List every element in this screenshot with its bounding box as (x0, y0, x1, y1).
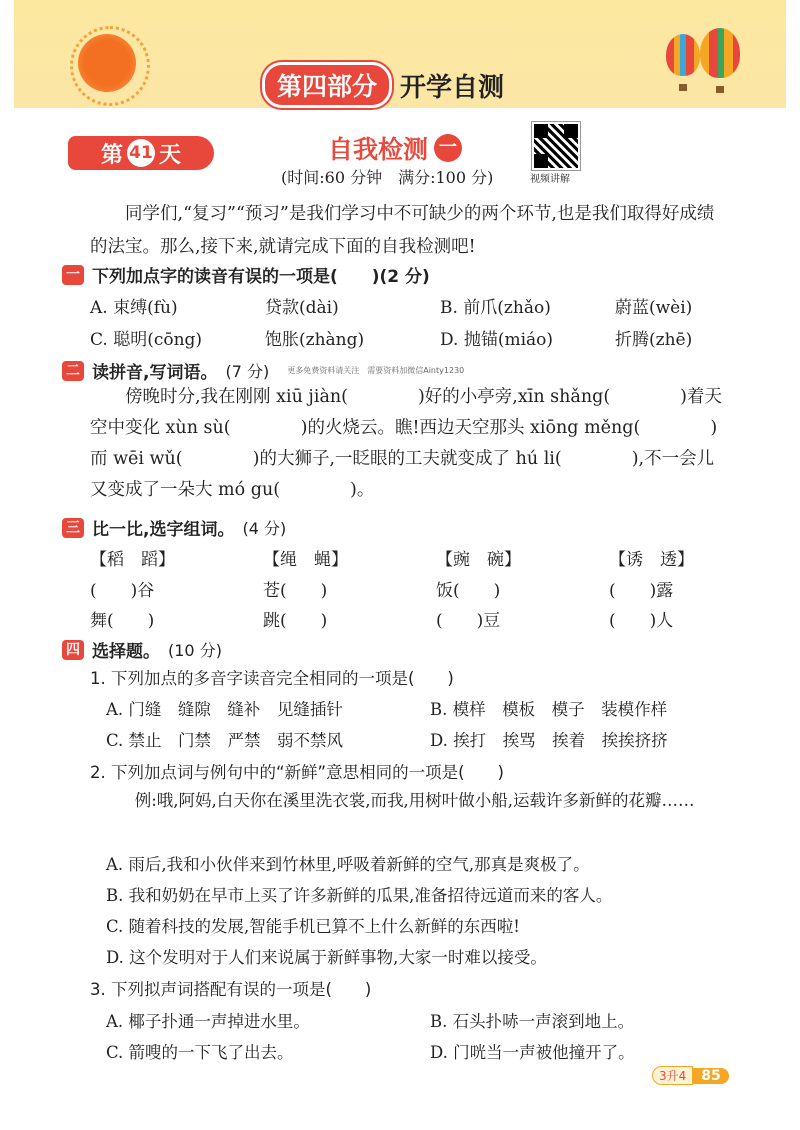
section-2-heading (62, 358, 464, 383)
option-cell: 贷款(dài) (265, 298, 339, 318)
question-1-option-a: A. 门缝 缝隙 缝补 见缝插针 (106, 700, 343, 719)
question-3-option-b: B. 石头扑哧一声滚到地上。 (430, 1012, 635, 1031)
question-2-example: 例:哦,阿妈,白天你在溪里洗衣裳,而我,用树叶做小船,运载许多新鲜的花瓣…… (134, 791, 695, 810)
qr-code-icon[interactable] (532, 122, 580, 170)
day-number: 41 (127, 139, 155, 167)
section-2-title: 读拼音,写词语。 (92, 363, 218, 383)
day-suffix: 天 (159, 142, 182, 168)
word-blank: 苍( ) (263, 581, 328, 601)
question-1-option-b: B. 模样 模板 模子 装模作样 (430, 700, 668, 719)
section-4-score: (10 分) (168, 641, 222, 660)
question-3-option-c: C. 箭嗖的一下飞了出去。 (106, 1043, 294, 1062)
page-number-tag (652, 1066, 729, 1085)
question-3-option-d: D. 门咣当一声被他撞开了。 (430, 1043, 635, 1062)
word-blank: ( )露 (609, 581, 674, 601)
section-3-heading (62, 515, 286, 540)
section-2-score: (7 分) (225, 362, 270, 381)
question-2-option-c: C. 随着科技的发展,智能手机已算不上什么新鲜的东西啦! (106, 917, 520, 936)
pinyin-line: 而 wēi wǔ( )的大狮子,一眨眼的工夫就变成了 hú li( ),不一会儿 (90, 449, 715, 469)
section-4-heading (62, 637, 222, 662)
part-title (262, 62, 504, 108)
section-1-title: 下列加点字的读音有误的一项是( )(2 分) (92, 267, 430, 287)
qr-label: 视频讲解 (530, 174, 570, 185)
section-1-mark: 一 (62, 265, 84, 285)
char-pair: 【豌 碗】 (436, 550, 521, 570)
time-info: (时间:60 分钟 满分:100 分) (281, 168, 494, 187)
balloon-basket-icon (679, 84, 687, 91)
question-2-option-a: A. 雨后,我和小伙伴来到竹林里,呼吸着新鲜的空气,那真是爽极了。 (106, 855, 590, 874)
pinyin-line: 空中变化 xùn sù( )的火烧云。瞧!西边天空那头 xiōng měng( ) (90, 418, 718, 438)
section-4-title: 选择题。 (92, 642, 160, 662)
option-cell: 蔚蓝(wèi) (615, 298, 693, 318)
hot-air-balloon-icon (666, 34, 700, 76)
char-pair: 【绳 蝇】 (263, 550, 348, 570)
question-1-option-c: C. 禁止 门禁 严禁 弱不禁风 (106, 731, 344, 750)
word-blank: ( )人 (609, 611, 674, 631)
grade-label: 3升4 (652, 1066, 693, 1085)
word-blank: 饭( ) (436, 581, 501, 601)
sun-icon (78, 34, 136, 92)
char-pair: 【稻 蹈】 (90, 550, 175, 570)
section-4-mark: 四 (62, 640, 84, 660)
char-pair: 【诱 透】 (609, 550, 694, 570)
question-2-option-d: D. 这个发明对于人们来说属于新鲜事物,大家一时难以接受。 (106, 948, 547, 967)
question-1-option-d: D. 挨打 挨骂 挨着 挨挨挤挤 (430, 731, 668, 750)
day-badge (68, 136, 214, 170)
option-cell: 饱胀(zhàng) (265, 330, 365, 350)
test-title-text: 自我检测 (328, 135, 429, 164)
option-cell: B. 前爪(zhǎo) (440, 298, 551, 318)
hot-air-balloon-icon (700, 28, 740, 78)
word-blank: ( )豆 (436, 611, 501, 631)
section-3-title: 比一比,选字组词。 (92, 520, 235, 540)
test-number: 一 (434, 134, 462, 162)
part-label: 第四部分 (262, 62, 392, 108)
word-blank: 跳( ) (263, 611, 328, 631)
question-2-option-b: B. 我和奶奶在早市上买了许多新鲜的瓜果,准备招待远道而来的客人。 (106, 886, 613, 905)
section-1-row (90, 325, 692, 350)
question-3-stem: 3. 下列拟声词搭配有误的一项是( ) (90, 980, 372, 999)
intro-paragraph: 同学们,“复习”“预习”是我们学习中不可缺少的两个环节,也是我们取得好成绩的法宝。那么,接下来,就请完成下面的自我检测吧! (90, 204, 715, 257)
part-name: 开学自测 (400, 72, 505, 103)
section-1-heading (62, 262, 430, 287)
page-number: 85 (693, 1068, 728, 1084)
option-cell: C. 聪明(cōng) (90, 330, 203, 350)
section-2-mark: 二 (62, 361, 84, 381)
section-3-mark: 三 (62, 518, 84, 538)
section-1-row (90, 293, 692, 318)
section-3-row (90, 576, 673, 601)
day-prefix: 第 (100, 142, 123, 168)
question-3-option-a: A. 椰子扑通一声掉进水里。 (106, 1012, 310, 1031)
option-cell: A. 束缚(fù) (90, 298, 178, 318)
option-cell: D. 抛锚(miáo) (440, 330, 554, 350)
section-3-row (90, 606, 673, 631)
word-blank: 舞( ) (90, 611, 155, 631)
pinyin-line: 又变成了一朵大 mó gu( )。 (90, 480, 375, 500)
section-3-score: (4 分) (242, 519, 287, 538)
section-3-row (90, 545, 694, 570)
pinyin-line: 傍晚时分,我在刚刚 xiū jiàn( )好的小亭旁,xīn shǎng( )着天 (125, 387, 722, 407)
question-1-stem: 1. 下列加点的多音字读音完全相同的一项是( ) (90, 669, 454, 688)
test-title (328, 130, 462, 166)
watermark-note: 更多免费资料请关注 需要资料加微信Ainty1230 (287, 366, 465, 375)
word-blank: ( )谷 (90, 581, 155, 601)
question-2-stem: 2. 下列加点词与例句中的“新鲜”意思相同的一项是( ) (90, 763, 504, 782)
balloon-basket-icon (716, 86, 724, 93)
option-cell: 折腾(zhē) (615, 330, 693, 350)
